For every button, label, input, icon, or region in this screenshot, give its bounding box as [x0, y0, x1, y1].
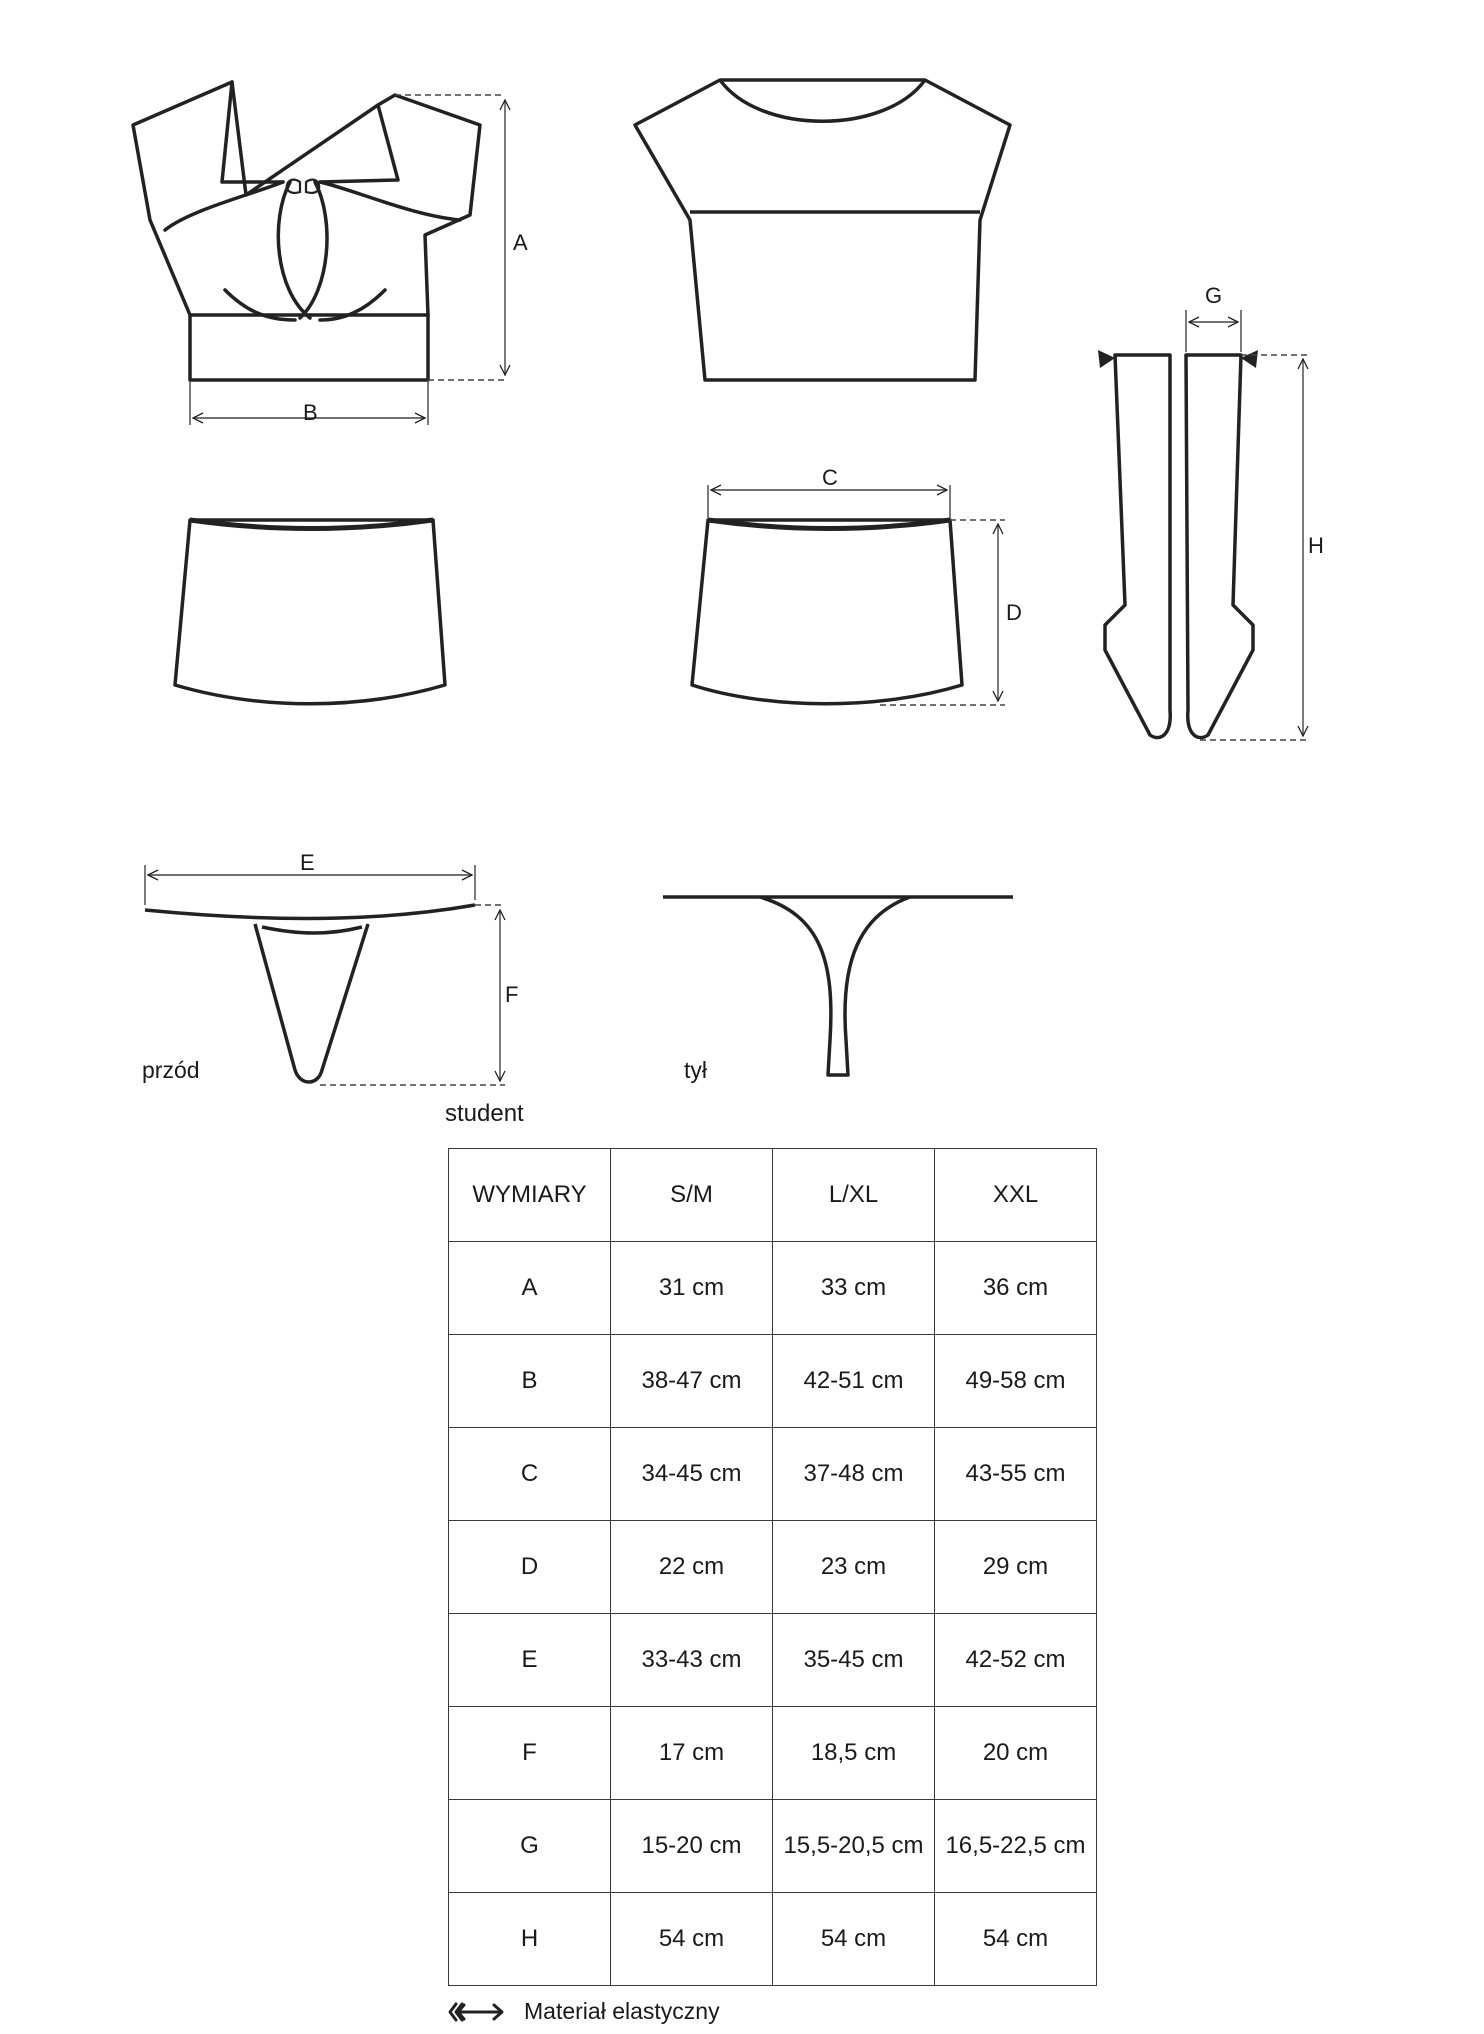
table-row: [449, 1893, 1097, 1986]
table-cell: 35-45 cm: [773, 1614, 935, 1707]
table-cell: 29 cm: [935, 1521, 1097, 1614]
table-cell: 15,5-20,5 cm: [773, 1800, 935, 1893]
top-back-drawing: [635, 80, 1010, 380]
label-a: A: [513, 230, 528, 255]
thong-back-drawing: [663, 897, 1013, 1075]
table-cell: A: [449, 1242, 611, 1335]
table-cell: 31 cm: [611, 1242, 773, 1335]
table-cell: 36 cm: [935, 1242, 1097, 1335]
skirt-front-drawing: [175, 520, 445, 704]
table-row: [449, 1521, 1097, 1614]
label-d: D: [1006, 600, 1022, 625]
label-g: G: [1205, 283, 1223, 308]
table-cell: 54 cm: [935, 1893, 1097, 1986]
label-e: E: [300, 850, 315, 875]
table-cell: 15-20 cm: [611, 1800, 773, 1893]
table-caption: student: [445, 1100, 524, 1127]
table-cell: 23 cm: [773, 1521, 935, 1614]
table-row: [449, 1428, 1097, 1521]
header-cell: XXL: [935, 1149, 1097, 1242]
table-cell: 16,5-22,5 cm: [935, 1800, 1097, 1893]
table-row: [449, 1800, 1097, 1893]
table-cell: 33 cm: [773, 1242, 935, 1335]
table-cell: E: [449, 1614, 611, 1707]
label-h: H: [1308, 533, 1324, 558]
legend: [448, 1998, 720, 2025]
label-c: C: [822, 465, 838, 490]
dimension-lines: [145, 95, 1310, 1085]
header-cell: S/M: [611, 1149, 773, 1242]
top-front-drawing: [133, 82, 480, 380]
thong-front-drawing: [145, 905, 475, 1082]
table-cell: 49-58 cm: [935, 1335, 1097, 1428]
table-row: [449, 1707, 1097, 1800]
table-row: [449, 1335, 1097, 1428]
table-cell: 17 cm: [611, 1707, 773, 1800]
stockings-drawing: [1105, 355, 1253, 738]
header-cell: L/XL: [773, 1149, 935, 1242]
table-cell: 54 cm: [611, 1893, 773, 1986]
size-table: [448, 1148, 1097, 1986]
stocking-bow-icon: [1098, 350, 1258, 368]
table-cell: 42-51 cm: [773, 1335, 935, 1428]
table-cell: 43-55 cm: [935, 1428, 1097, 1521]
label-b: B: [303, 400, 318, 425]
table-cell: 37-48 cm: [773, 1428, 935, 1521]
elastic-arrow-icon: [448, 2001, 510, 2023]
label-f: F: [505, 982, 519, 1007]
table-cell: F: [449, 1707, 611, 1800]
table-cell: D: [449, 1521, 611, 1614]
table-cell: 38-47 cm: [611, 1335, 773, 1428]
front-view-label: przód: [142, 1057, 200, 1083]
header-cell: WYMIARY: [449, 1149, 611, 1242]
skirt-back-drawing: [692, 520, 962, 704]
back-view-label: tył: [684, 1057, 707, 1083]
table-header-row: [449, 1149, 1097, 1242]
table-cell: 33-43 cm: [611, 1614, 773, 1707]
table-cell: 22 cm: [611, 1521, 773, 1614]
table-cell: 20 cm: [935, 1707, 1097, 1800]
table-cell: G: [449, 1800, 611, 1893]
table-cell: 54 cm: [773, 1893, 935, 1986]
table-cell: B: [449, 1335, 611, 1428]
table-cell: 42-52 cm: [935, 1614, 1097, 1707]
table-row: [449, 1242, 1097, 1335]
table-cell: 18,5 cm: [773, 1707, 935, 1800]
table-cell: H: [449, 1893, 611, 1986]
table-row: [449, 1614, 1097, 1707]
table-cell: 34-45 cm: [611, 1428, 773, 1521]
table-cell: C: [449, 1428, 611, 1521]
legend-text: Materiał elastyczny: [524, 1998, 720, 2024]
